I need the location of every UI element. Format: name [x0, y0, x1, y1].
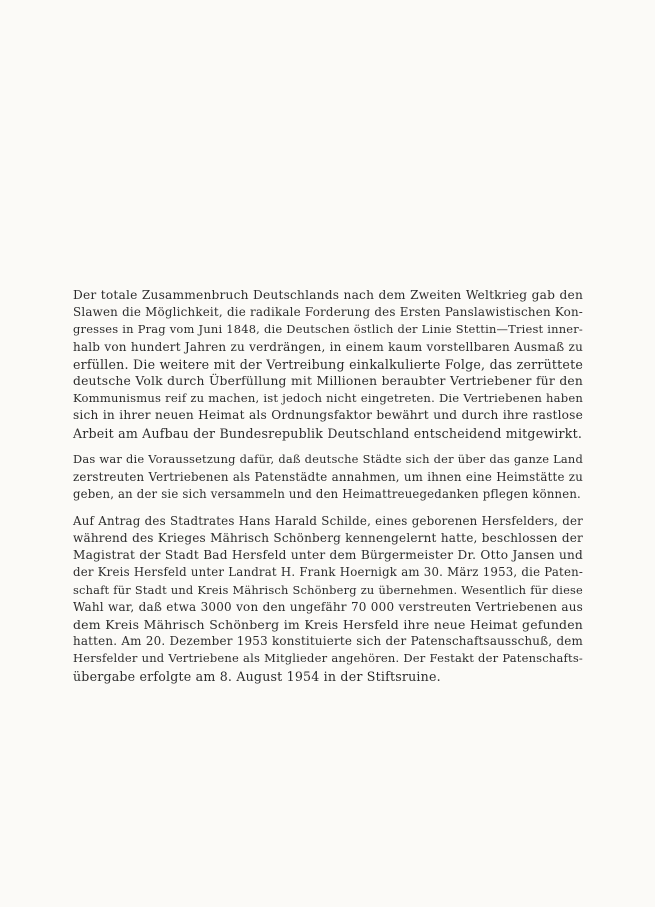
- text-line: Kommunismus reif zu machen, ist jedoch nicht eingetreten. Die Vertriebenen haben: [73, 391, 583, 406]
- text-line: halb von hundert Jahren zu verdrängen, in einem kaum vorstellbaren Ausmaß zu: [73, 339, 583, 354]
- text-line: zerstreuten Vertriebenen als Patenstädte annahmen, um ihnen eine Heimstätte zu: [73, 469, 583, 484]
- text-line: Arbeit am Aufbau der Bundesrepublik Deutschland entscheidend mitgewirkt.: [73, 425, 583, 441]
- text-line: Der totale Zusammenbruch Deutschlands nach dem Zweiten Weltkrieg gab den: [73, 288, 583, 302]
- text-line: geben, an der sie sich versammeln und den Heimattreuegedanken pflegen können.: [73, 486, 581, 501]
- text-line: Slawen die Möglichkeit, die radikale Forderung des Ersten Panslawistischen Kon-: [73, 305, 583, 320]
- text-line: schaft für Stadt und Kreis Mährisch Schönberg zu übernehmen. Wesentlich für diese: [73, 582, 583, 597]
- text-line: Hersfelder und Vertriebene als Mitglieder angehören. Der Festakt der Patenschafts-: [73, 651, 583, 666]
- text-line: sich in ihrer neuen Heimat als Ordnungsfaktor bewährt und durch ihre rastlose: [73, 408, 583, 423]
- text-line: gresses in Prag vom Juni 1848, die Deutschen östlich der Linie Stettin—Triest inner-: [73, 322, 583, 337]
- paragraph-2: [73, 451, 583, 503]
- text-line: während des Krieges Mährisch Schönberg kennengelernt hatte, beschlossen der: [73, 531, 583, 546]
- body-text: [73, 287, 583, 695]
- text-line: deutsche Volk durch Überfüllung mit Millionen beraubter Vertriebener für den: [73, 373, 583, 388]
- text-line: Auf Antrag des Stadtrates Hans Harald Schilde, eines geborenen Hersfelders, der: [73, 513, 583, 528]
- text-line: dem Kreis Mährisch Schönberg im Kreis Hersfeld ihre neue Heimat gefunden: [73, 616, 583, 632]
- text-line: übergabe erfolgte am 8. August 1954 in der Stiftsruine.: [73, 668, 441, 684]
- text-line: Magistrat der Stadt Bad Hersfeld unter dem Bürgermeister Dr. Otto Jansen und: [73, 548, 583, 563]
- paragraph-1: [73, 287, 583, 442]
- paragraph-3: [73, 513, 583, 685]
- text-line: Wahl war, daß etwa 3000 von den ungefähr 70 000 verstreuten Vertriebenen aus: [73, 599, 583, 614]
- text-line: Das war die Voraussetzung dafür, daß deutsche Städte sich der über das ganze Land: [73, 452, 583, 467]
- text-line: erfüllen. Die weitere mit der Vertreibung einkalkulierte Folge, das zerrüttete: [73, 356, 583, 372]
- text-line: hatten. Am 20. Dezember 1953 konstituierte sich der Patenschaftsausschuß, dem: [73, 634, 583, 649]
- text-line: der Kreis Hersfeld unter Landrat H. Frank Hoernigk am 30. März 1953, die Paten-: [73, 565, 583, 580]
